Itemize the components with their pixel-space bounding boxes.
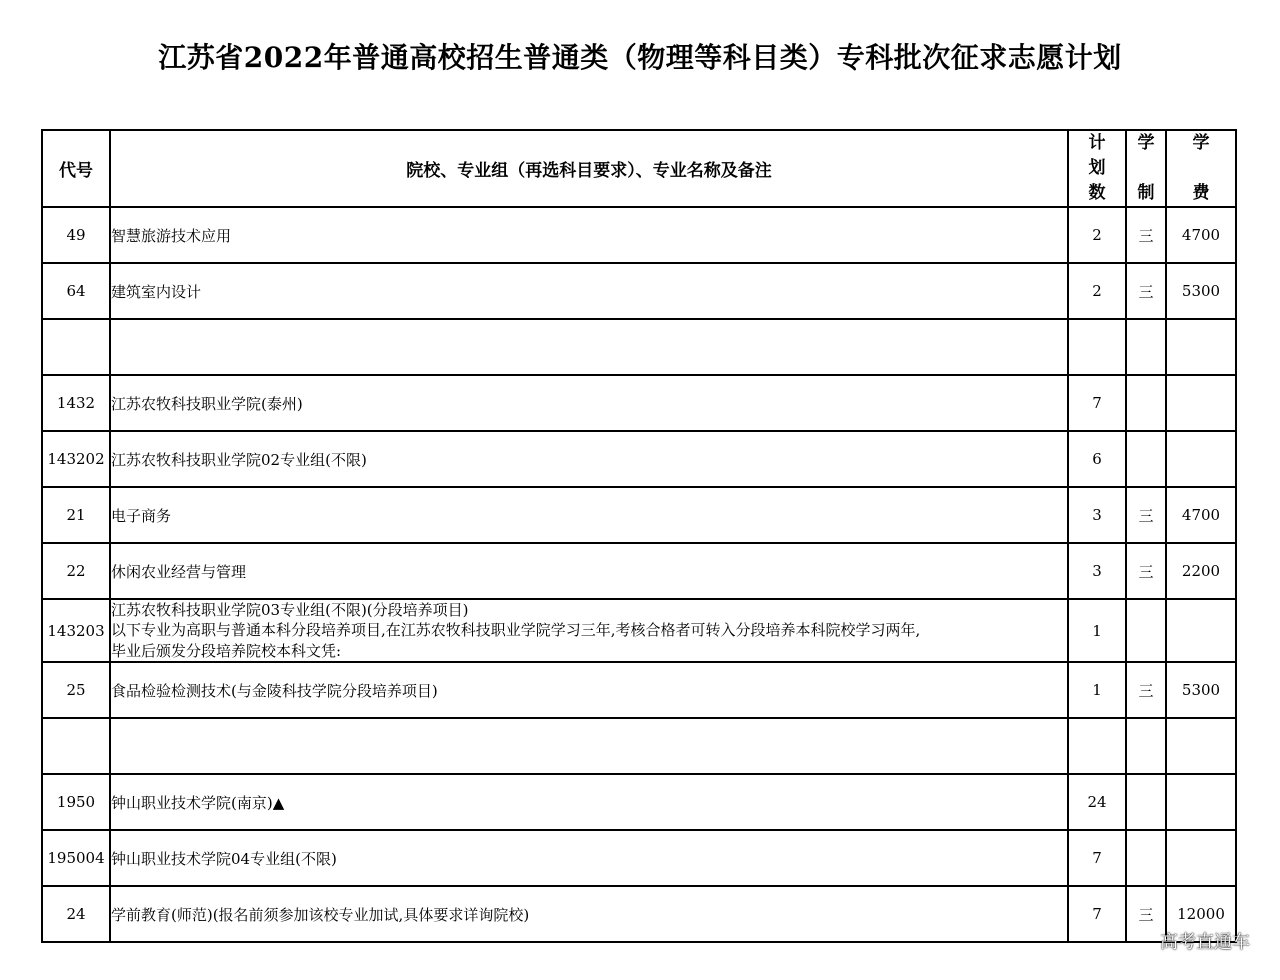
cell-plan: 1 xyxy=(1068,662,1126,718)
cell-fee: 12000 xyxy=(1166,886,1236,942)
cell-plan: 3 xyxy=(1068,487,1126,543)
cell-code: 143202 xyxy=(42,431,110,487)
cell-plan: 2 xyxy=(1068,263,1126,319)
cell-name: 电子商务 xyxy=(110,487,1068,543)
table-row xyxy=(42,263,1236,319)
cell-name-line-3: 毕业后颁发分段培养院校本科文凭: xyxy=(111,641,342,660)
cell-code xyxy=(42,718,110,774)
cell-name: 食品检验检测技术(与金陵科技学院分段培养项目) xyxy=(110,662,1068,718)
cell-name: 钟山职业技术学院04专业组(不限) xyxy=(110,830,1068,886)
cell-fee: 5300 xyxy=(1166,263,1236,319)
cell-length xyxy=(1126,599,1166,662)
cell-length xyxy=(1126,375,1166,431)
cell-name xyxy=(110,599,1068,662)
cell-code: 1950 xyxy=(42,774,110,830)
cell-code: 24 xyxy=(42,886,110,942)
cell-plan: 2 xyxy=(1068,207,1126,263)
table-row xyxy=(42,431,1236,487)
cell-fee: 2200 xyxy=(1166,543,1236,599)
cell-name: 学前教育(师范)(报名前须参加该校专业加试,具体要求详询院校) xyxy=(110,886,1068,942)
cell-code: 195004 xyxy=(42,830,110,886)
cell-name: 钟山职业技术学院(南京)▲ xyxy=(110,774,1068,830)
cell-length: 三 xyxy=(1126,263,1166,319)
header-length-char-2: 制 xyxy=(1137,182,1155,203)
cell-plan xyxy=(1068,718,1126,774)
watermark-text: 高考直通车 xyxy=(1160,932,1250,953)
cell-code: 143203 xyxy=(42,599,110,662)
cell-length: 三 xyxy=(1126,207,1166,263)
cell-name xyxy=(110,319,1068,375)
table-row xyxy=(42,830,1236,886)
cell-name: 江苏农牧科技职业学院02专业组(不限) xyxy=(110,431,1068,487)
cell-length: 三 xyxy=(1126,487,1166,543)
cell-fee xyxy=(1166,774,1236,830)
cell-code: 49 xyxy=(42,207,110,263)
cell-plan: 24 xyxy=(1068,774,1126,830)
cell-fee xyxy=(1166,830,1236,886)
cell-code: 21 xyxy=(42,487,110,543)
header-fee-char-2: 费 xyxy=(1192,182,1210,203)
header-plan-char-1: 计 xyxy=(1088,132,1106,153)
cell-fee xyxy=(1166,319,1236,375)
cell-code xyxy=(42,319,110,375)
cell-fee xyxy=(1166,375,1236,431)
cell-code: 64 xyxy=(42,263,110,319)
cell-length xyxy=(1126,830,1166,886)
cell-name: 建筑室内设计 xyxy=(110,263,1068,319)
cell-fee: 4700 xyxy=(1166,487,1236,543)
header-plan xyxy=(1068,130,1126,207)
header-length-char-1: 学 xyxy=(1137,132,1155,153)
cell-name: 休闲农业经营与管理 xyxy=(110,543,1068,599)
enrollment-plan-table xyxy=(41,129,1237,943)
header-fee-char-1: 学 xyxy=(1192,132,1210,153)
table-row xyxy=(42,487,1236,543)
table-row-empty xyxy=(42,319,1236,375)
table-header-row xyxy=(42,130,1236,207)
header-fee xyxy=(1166,130,1236,207)
table-row xyxy=(42,662,1236,718)
cell-name: 江苏农牧科技职业学院(泰州) xyxy=(110,375,1068,431)
table-row xyxy=(42,543,1236,599)
cell-length xyxy=(1126,319,1166,375)
cell-fee: 5300 xyxy=(1166,662,1236,718)
cell-plan: 7 xyxy=(1068,375,1126,431)
cell-name-line-1: 江苏农牧科技职业学院03专业组(不限)(分段培养项目) xyxy=(111,601,469,620)
cell-code: 22 xyxy=(42,543,110,599)
cell-length xyxy=(1126,774,1166,830)
cell-length xyxy=(1126,718,1166,774)
header-length xyxy=(1126,130,1166,207)
header-name: 院校、专业组（再选科目要求）、专业名称及备注 xyxy=(110,130,1068,207)
cell-code: 25 xyxy=(42,662,110,718)
cell-fee xyxy=(1166,431,1236,487)
cell-length: 三 xyxy=(1126,662,1166,718)
cell-plan: 1 xyxy=(1068,599,1126,662)
table-row xyxy=(42,886,1236,942)
cell-length: 三 xyxy=(1126,543,1166,599)
cell-plan: 6 xyxy=(1068,431,1126,487)
table-row xyxy=(42,774,1236,830)
table-row xyxy=(42,375,1236,431)
header-code: 代号 xyxy=(42,130,110,207)
cell-length xyxy=(1126,431,1166,487)
table-row-multiline xyxy=(42,599,1236,662)
cell-plan xyxy=(1068,319,1126,375)
cell-name: 智慧旅游技术应用 xyxy=(110,207,1068,263)
table-row-empty xyxy=(42,718,1236,774)
cell-code: 1432 xyxy=(42,375,110,431)
cell-length: 三 xyxy=(1126,886,1166,942)
page-title: 江苏省2022年普通高校招生普通类（物理等科目类）专科批次征求志愿计划 xyxy=(158,41,1122,74)
cell-plan: 7 xyxy=(1068,886,1126,942)
cell-name-line-2: 以下专业为高职与普通本科分段培养项目,在江苏农牧科技职业学院学习三年,考核合格者可转入分段培养本科院校学习两年, xyxy=(111,621,921,640)
cell-name xyxy=(110,718,1068,774)
cell-plan: 3 xyxy=(1068,543,1126,599)
cell-fee xyxy=(1166,599,1236,662)
table-row xyxy=(42,207,1236,263)
header-plan-char-2: 划 xyxy=(1088,157,1106,178)
header-plan-char-3: 数 xyxy=(1088,182,1106,203)
cell-fee xyxy=(1166,718,1236,774)
cell-fee: 4700 xyxy=(1166,207,1236,263)
cell-plan: 7 xyxy=(1068,830,1126,886)
